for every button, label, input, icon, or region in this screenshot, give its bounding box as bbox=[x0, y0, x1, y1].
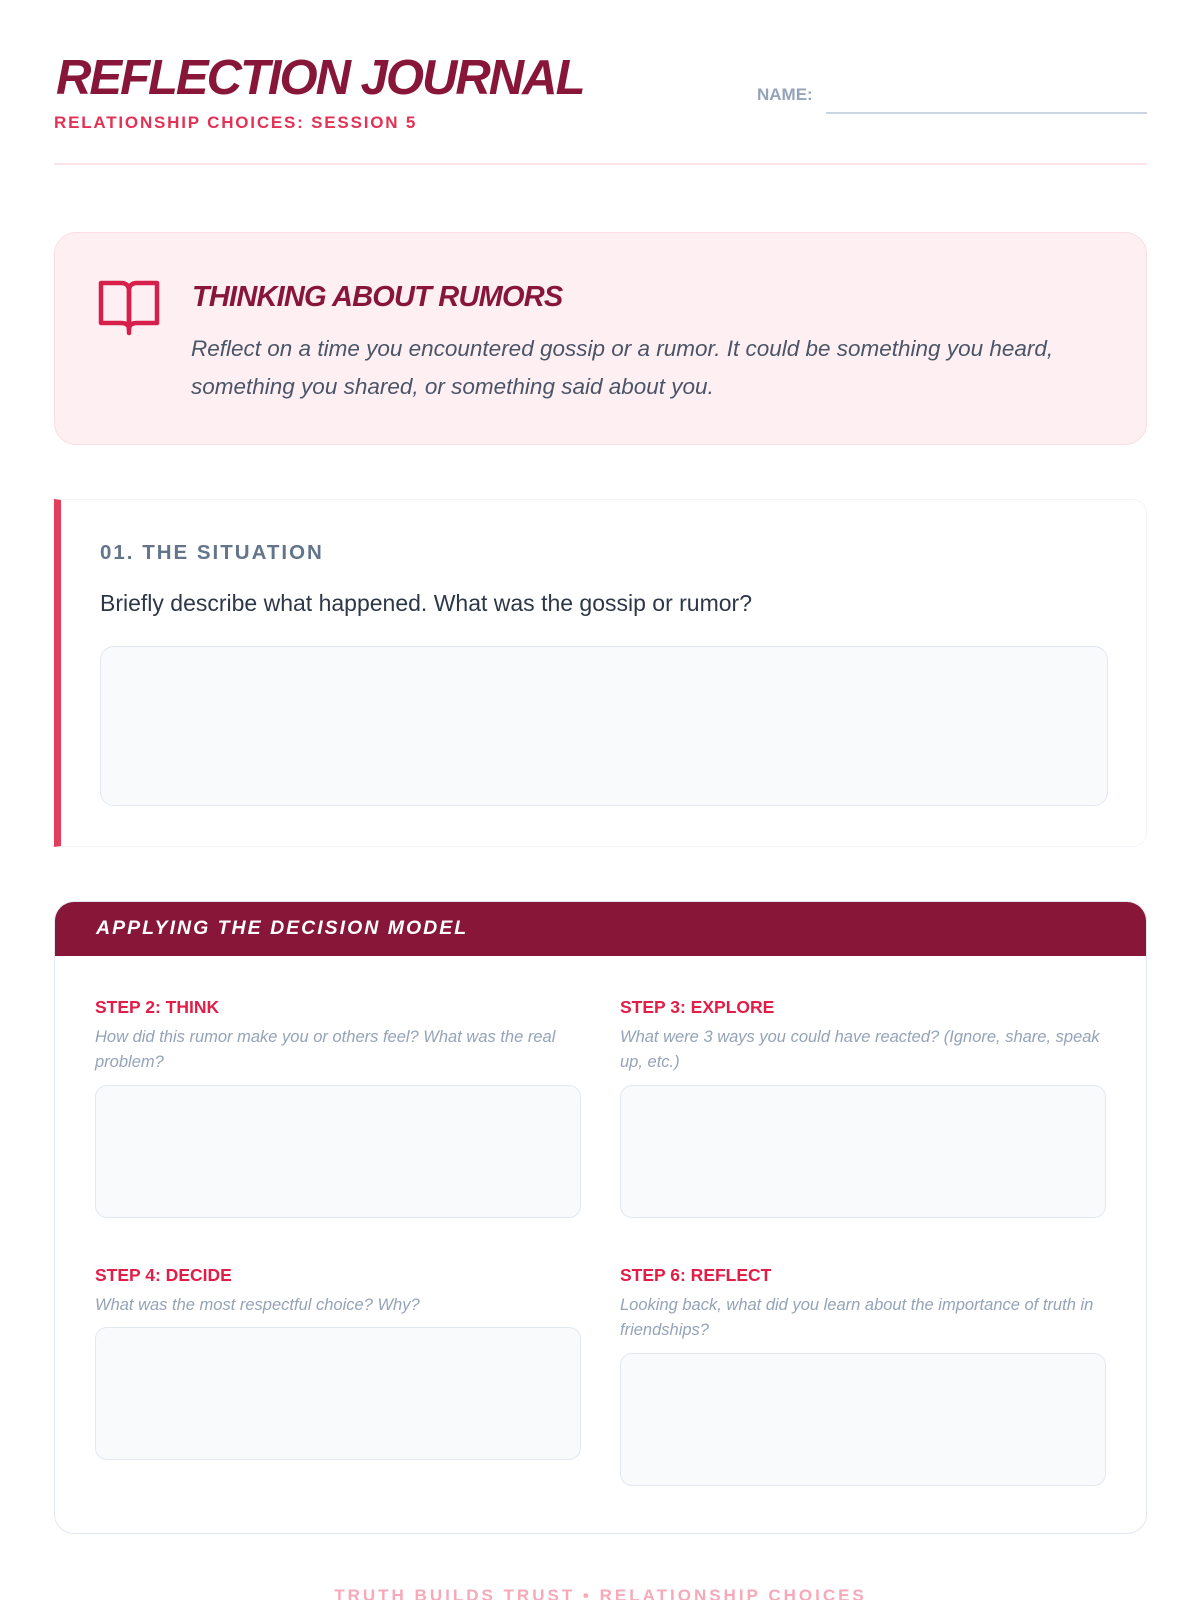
step-prompt: Looking back, what did you learn about the importance of truth in friendships? bbox=[620, 1296, 1094, 1339]
step-answer-box[interactable] bbox=[620, 1085, 1106, 1218]
name-label: NAME: bbox=[757, 85, 813, 104]
situation-question: Briefly describe what happened. What was the gossip or rumor? bbox=[100, 590, 752, 616]
step-label: STEP 4: DECIDE bbox=[95, 1265, 232, 1285]
step-prompt: What was the most respectful choice? Why? bbox=[95, 1296, 420, 1314]
journal-page bbox=[54, 0, 1147, 1600]
situation-number-label: 01. THE SITUATION bbox=[100, 541, 324, 564]
step-label: STEP 3: EXPLORE bbox=[620, 997, 775, 1017]
step-label: STEP 6: REFLECT bbox=[620, 1265, 772, 1285]
page-header bbox=[54, 50, 1147, 165]
intro-card bbox=[54, 232, 1147, 445]
step-label: STEP 2: THINK bbox=[95, 997, 220, 1017]
situation-section bbox=[54, 499, 1147, 847]
step-prompt: How did this rumor make you or others feel? What was the real problem? bbox=[95, 1028, 556, 1071]
intro-text: Reflect on a time you encountered gossip or a rumor. It could be something you heard, something you shared, or something said about you. bbox=[191, 336, 1054, 399]
page-subtitle: RELATIONSHIP CHOICES: SESSION 5 bbox=[54, 113, 418, 132]
decision-model-card bbox=[54, 901, 1147, 1534]
intro-heading: THINKING ABOUT RUMORS bbox=[192, 281, 563, 313]
step-prompt: What were 3 ways you could have reacted? (Ignore, share, speak up, etc.) bbox=[620, 1028, 1100, 1071]
step-answer-box[interactable] bbox=[95, 1085, 581, 1218]
step-answer-box[interactable] bbox=[620, 1353, 1106, 1486]
situation-answer-box[interactable] bbox=[100, 646, 1108, 806]
decision-model-title: APPLYING THE DECISION MODEL bbox=[96, 917, 469, 939]
page-footer: TRUTH BUILDS TRUST • RELATIONSHIP CHOICES bbox=[334, 1586, 867, 1600]
decision-model-header bbox=[55, 902, 1146, 956]
page-title: REFLECTION JOURNAL bbox=[56, 51, 584, 105]
name-input-line[interactable] bbox=[826, 112, 1147, 114]
open-book-icon bbox=[97, 277, 161, 337]
step-answer-box[interactable] bbox=[95, 1327, 581, 1460]
